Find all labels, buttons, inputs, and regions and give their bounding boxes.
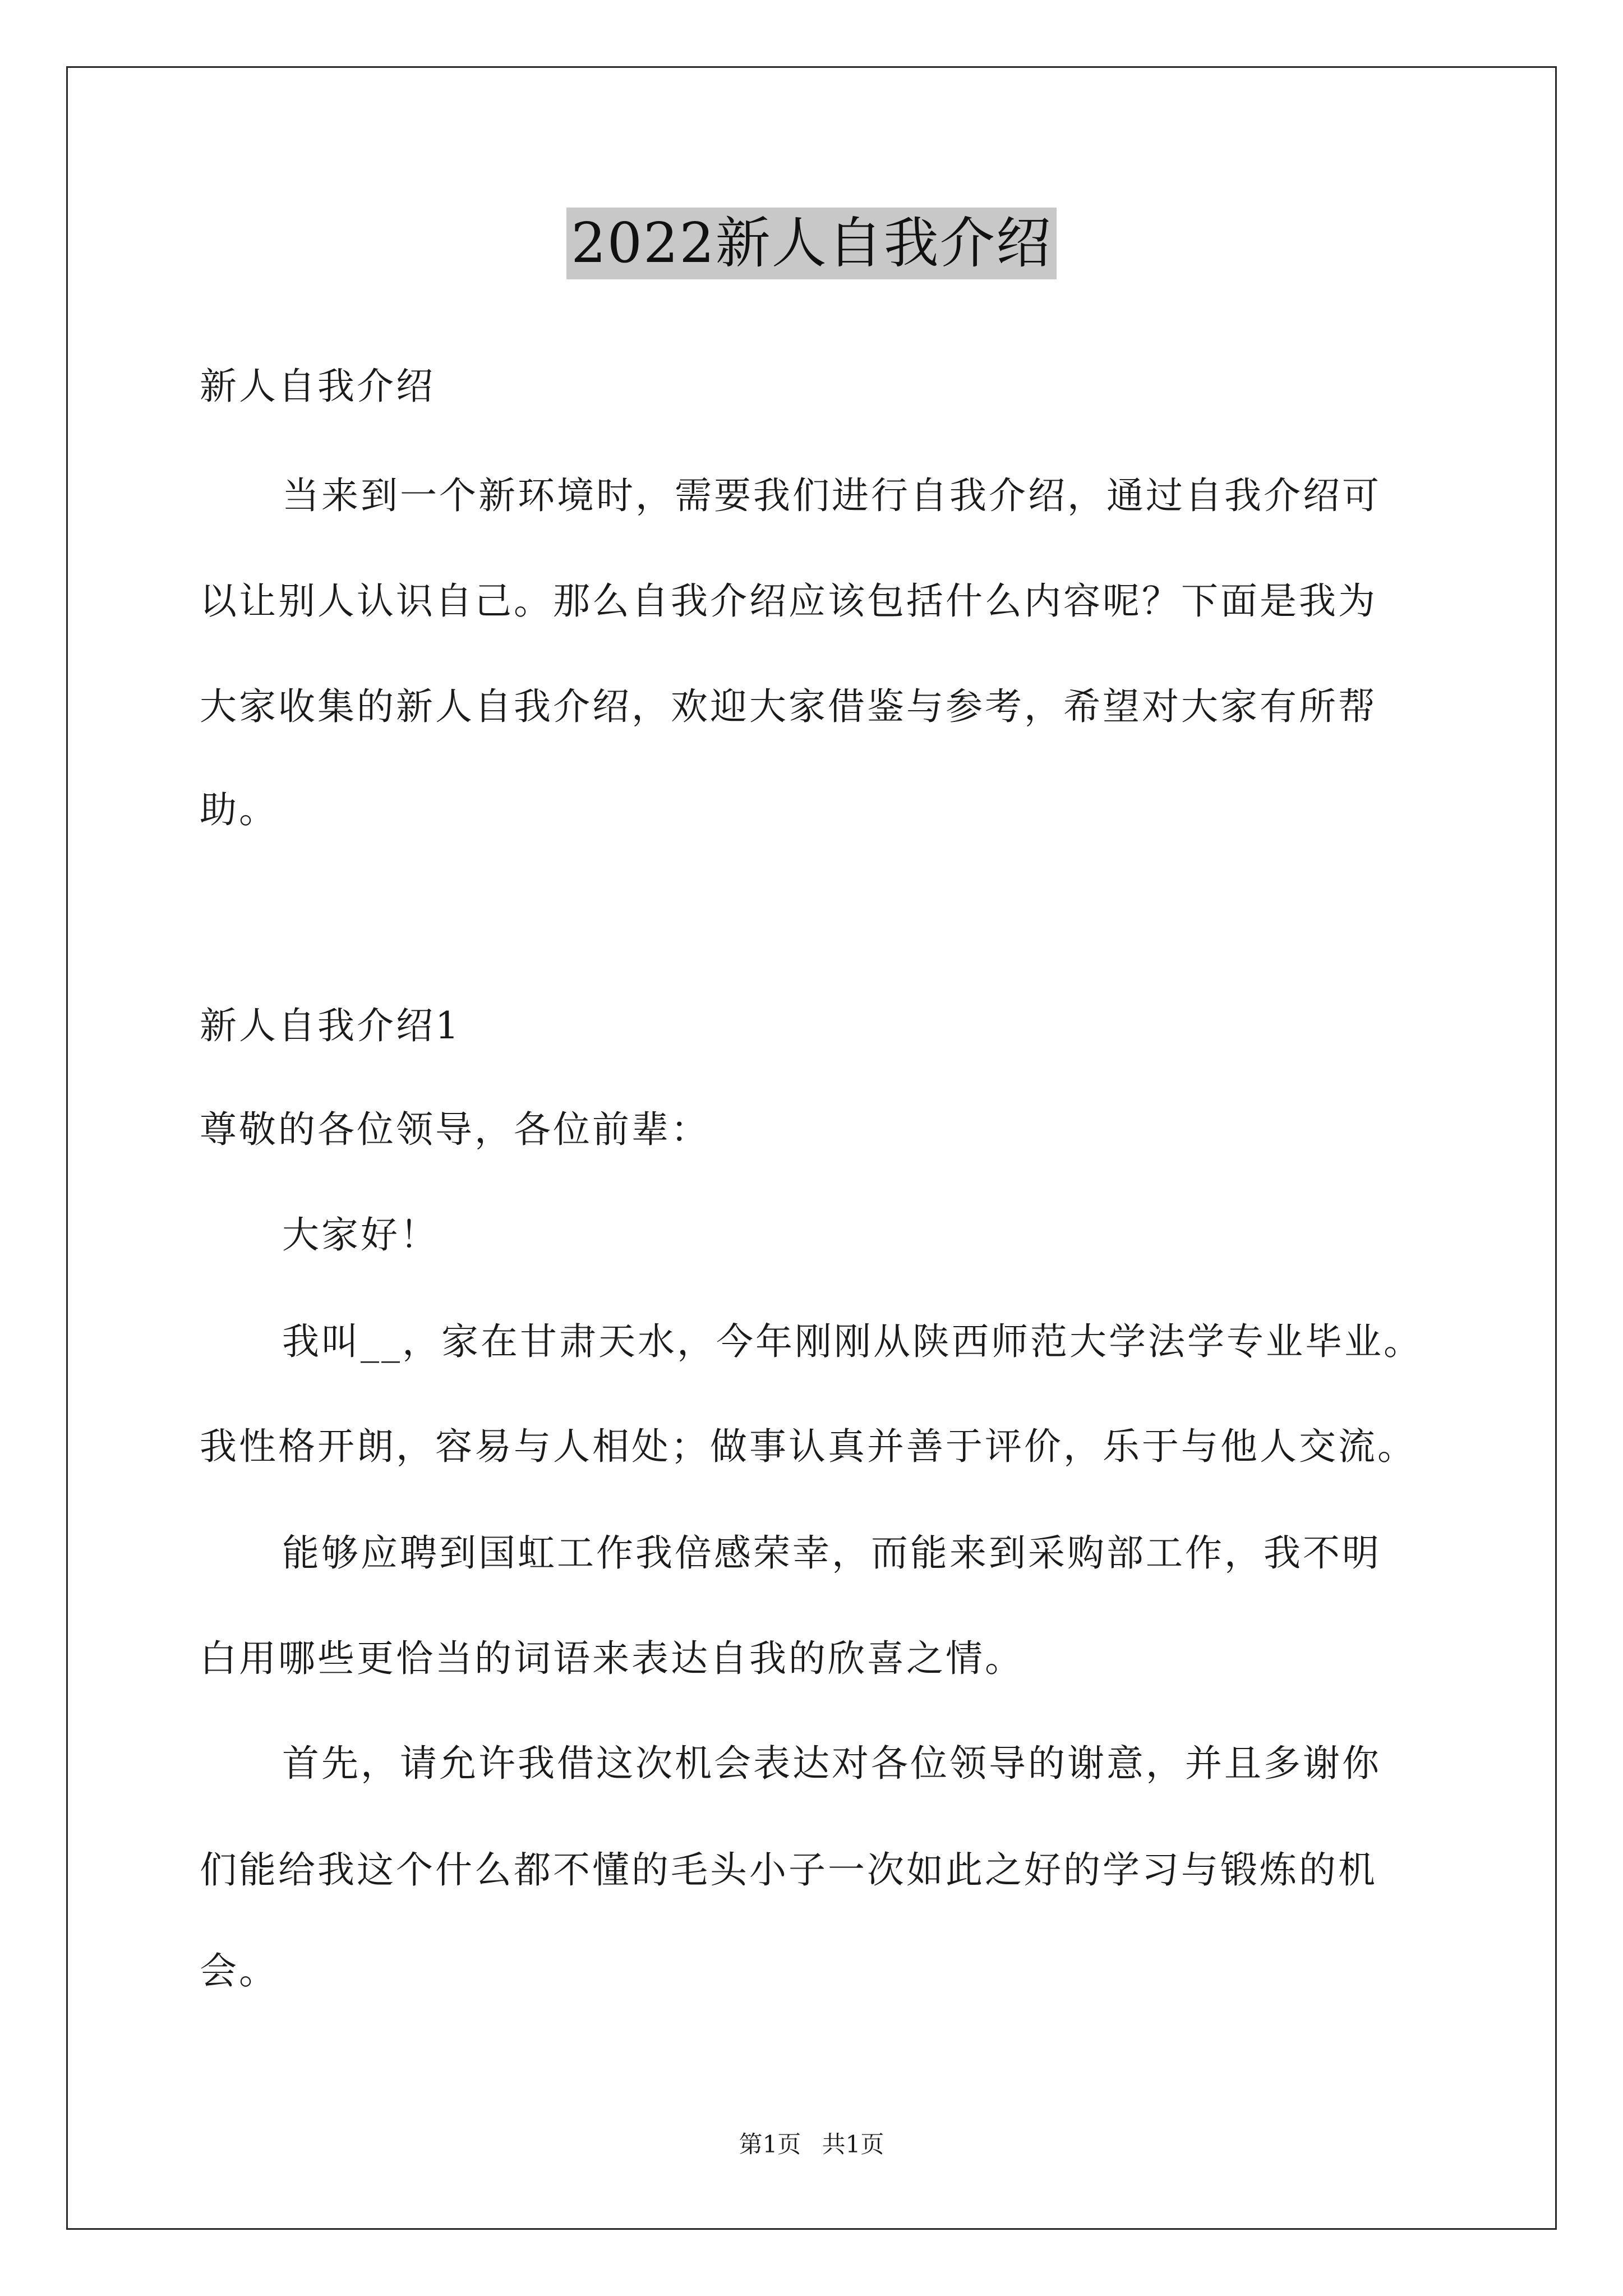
paragraph-line: 白用哪些更恰当的词语来表达自我的欣喜之情。 <box>200 1637 1024 1680</box>
document-title: 2022新人自我介绍 <box>566 208 1056 279</box>
paragraph-line: 们能给我这个什么都不懂的毛头小子一次如此之好的学习与锻炼的机 <box>200 1848 1377 1892</box>
paragraph-line: 当来到一个新环境时，需要我们进行自我介绍，通过自我介绍可 <box>282 474 1381 517</box>
page-total: 共1页 <box>822 2131 884 2158</box>
salutation-line: 尊敬的各位领导，各位前辈： <box>200 1108 710 1151</box>
paragraph-line: 大家收集的新人自我介绍，欢迎大家借鉴与参考，希望对大家有所帮 <box>200 685 1377 728</box>
paragraph-line: 首先，请允许我借这次机会表达对各位领导的谢意，并且多谢你 <box>282 1742 1381 1785</box>
page-number: 第1页 <box>739 2131 801 2158</box>
page-footer <box>0 2126 1623 2160</box>
section-heading: 新人自我介绍1 <box>200 1004 461 1047</box>
subtitle-line: 新人自我介绍 <box>200 365 435 408</box>
paragraph-line: 我叫__，家在甘肃天水，今年刚刚从陕西师范大学法学专业毕业。 <box>282 1320 1423 1363</box>
paragraph-line: 助。 <box>200 788 278 831</box>
paragraph-line: 以让别人认识自己。那么自我介绍应该包括什么内容呢？下面是我为 <box>200 579 1377 623</box>
greeting-line: 大家好！ <box>282 1213 439 1257</box>
paragraph-line: 能够应聘到国虹工作我倍感荣幸，而能来到采购部工作，我不明 <box>282 1531 1381 1575</box>
paragraph-line: 我性格开朗，容易与人相处；做事认真并善于评价，乐于与他人交流。 <box>200 1425 1417 1468</box>
paragraph-line: 会。 <box>200 1949 278 1993</box>
title-container <box>0 208 1623 279</box>
